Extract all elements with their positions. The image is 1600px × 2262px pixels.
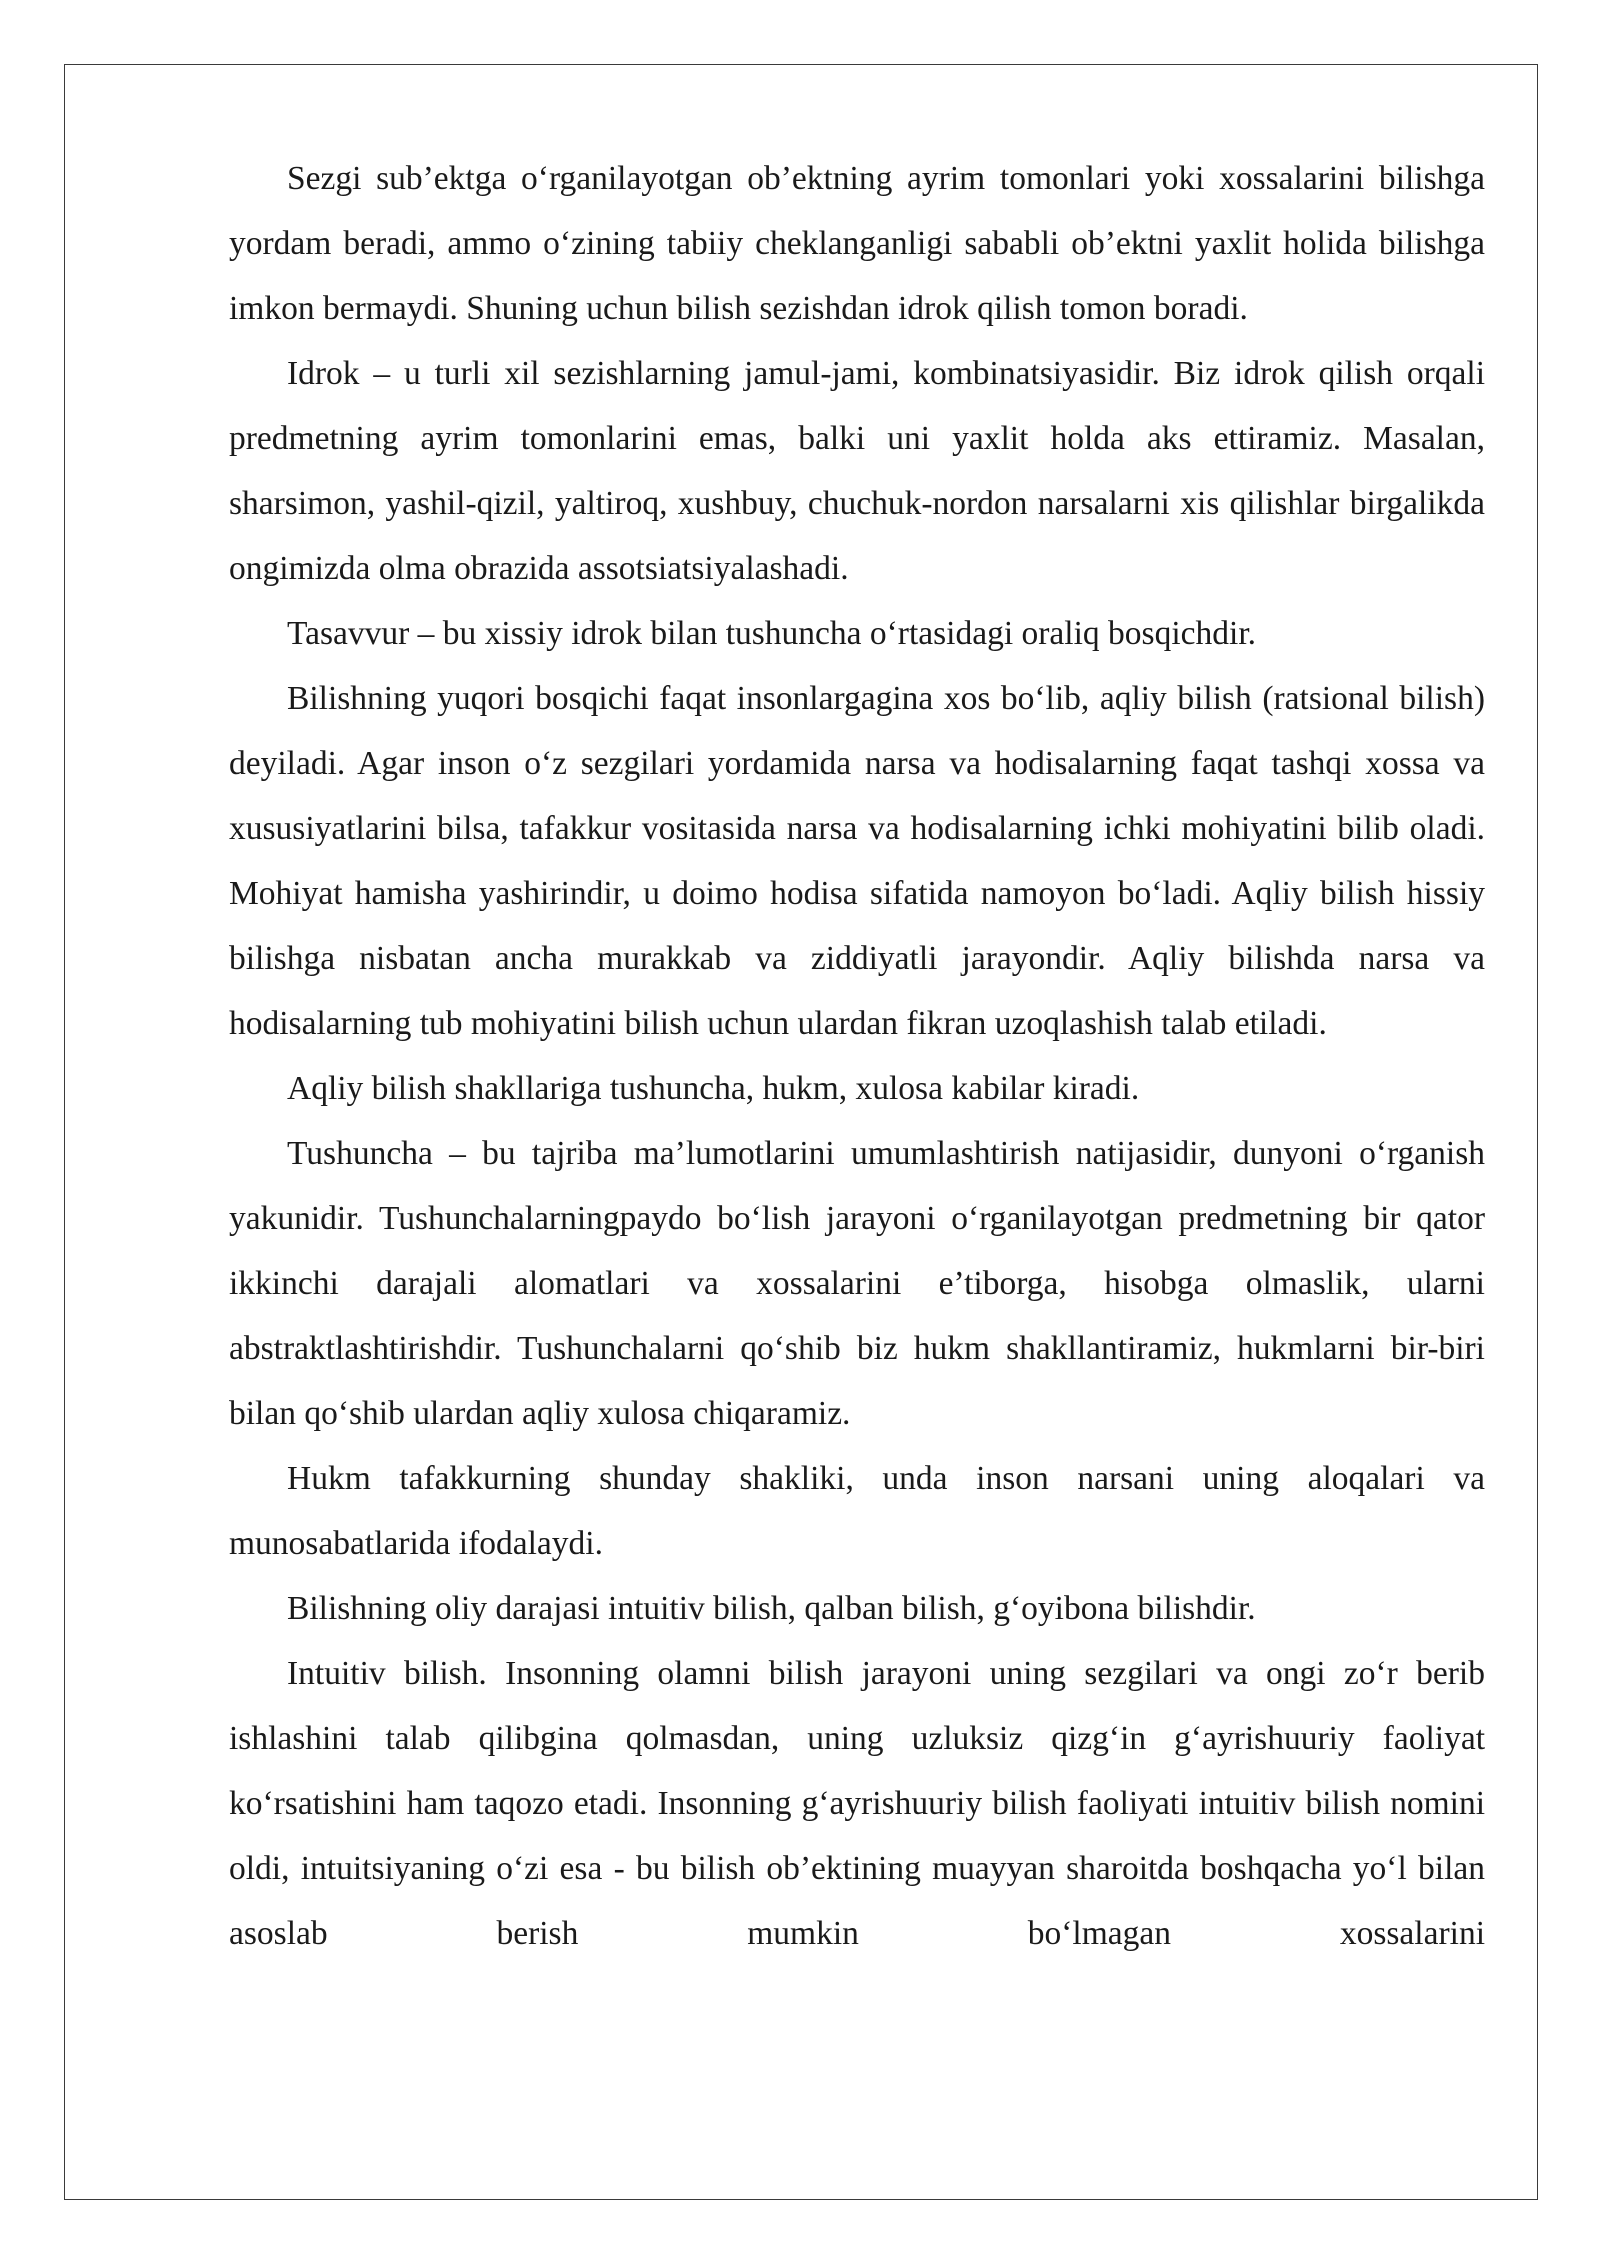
paragraph-8: Bilishning oliy darajasi intuitiv bilish, qalban bilish, g‘oyibona bilishdir. [287, 1590, 1256, 1627]
paragraph-4: Bilishning yuqori bosqichi faqat insonlargagina xos bo‘lib, aqliy bilish (ratsional bilish) deyiladi. Agar inson o‘z sezgilari yordamida narsa va hodisalarning faqat tashqi xossa va xususiyatlarini bilsa, tafakkur vositasida narsa va hodisalarning ichki mohiyatini bilib oladi. Mohiyat hamisha yashirindir, u doimo hodisa sifatida namoyon bo‘ladi. Aqliy bilish hissiy bilishga nisbatan ancha murakkab va ziddiyatli jarayondir. Aqliy bilishda narsa va hodisalarning tub mohiyatini bilish uchun ulardan fikran uzoqlashish talab etiladi. [229, 680, 1485, 1042]
document-body [229, 146, 1485, 1966]
paragraph-6: Tushuncha – bu tajriba ma’lumotlarini umumlashtirish natijasidir, dunyoni o‘rganish yakunidir. Tushunchalarningpaydo bo‘lish jarayoni o‘rganilayotgan predmetning bir qator ikkinchi darajali alomatlari va xossalarini e’tiborga, hisobga olmaslik, ularni abstraktlashtirishdir. Tushunchalarni qo‘shib biz hukm shakllantiramiz, hukmlarni bir-biri bilan qo‘shib ulardan aqliy xulosa chiqaramiz. [229, 1135, 1485, 1432]
paragraph-3: Tasavvur – bu xissiy idrok bilan tushuncha o‘rtasidagi oraliq bosqichdir. [287, 615, 1256, 652]
paragraph-5: Aqliy bilish shakllariga tushuncha, hukm, xulosa kabilar kiradi. [287, 1070, 1140, 1107]
paragraph-7: Hukm tafakkurning shunday shakliki, unda inson narsani uning aloqalari va munosabatlarida ifodalaydi. [229, 1460, 1485, 1562]
paragraph-2: Idrok – u turli xil sezishlarning jamul-jami, kombinatsiyasidir. Biz idrok qilish orqali predmetning ayrim tomonlarini emas, balki uni yaxlit holda aks ettiramiz. Masalan, sharsimon, yashil-qizil, yaltiroq, xushbuy, chuchuk-nordon narsalarni xis qilishlar birgalikda ongimizda olma obrazida assotsiatsiyalashadi. [229, 355, 1485, 587]
paragraph-9: Intuitiv bilish. Insonning olamni bilish jarayoni uning sezgilari va ongi zo‘r berib ishlashini talab qilibgina qolmasdan, uning uzluksiz qizg‘in g‘ayrishuuriy faoliyat ko‘rsatishini ham taqozo etadi. Insonning g‘ayrishuuriy bilish faoliyati intuitiv bilish nomini oldi, intuitsiyaning o‘zi esa - bu bilish ob’ektining muayyan sharoitda boshqacha yo‘l bilan asoslab berish mumkin bo‘lmagan xossalarini [229, 1655, 1485, 1952]
paragraph-1: Sezgi sub’ektga o‘rganilayotgan ob’ektning ayrim tomonlari yoki xossalarini bilishga yordam beradi, ammo o‘zining tabiiy cheklanganligi sababli ob’ektni yaxlit holida bilishga imkon bermaydi. Shuning uchun bilish sezishdan idrok qilish tomon boradi. [229, 160, 1485, 327]
